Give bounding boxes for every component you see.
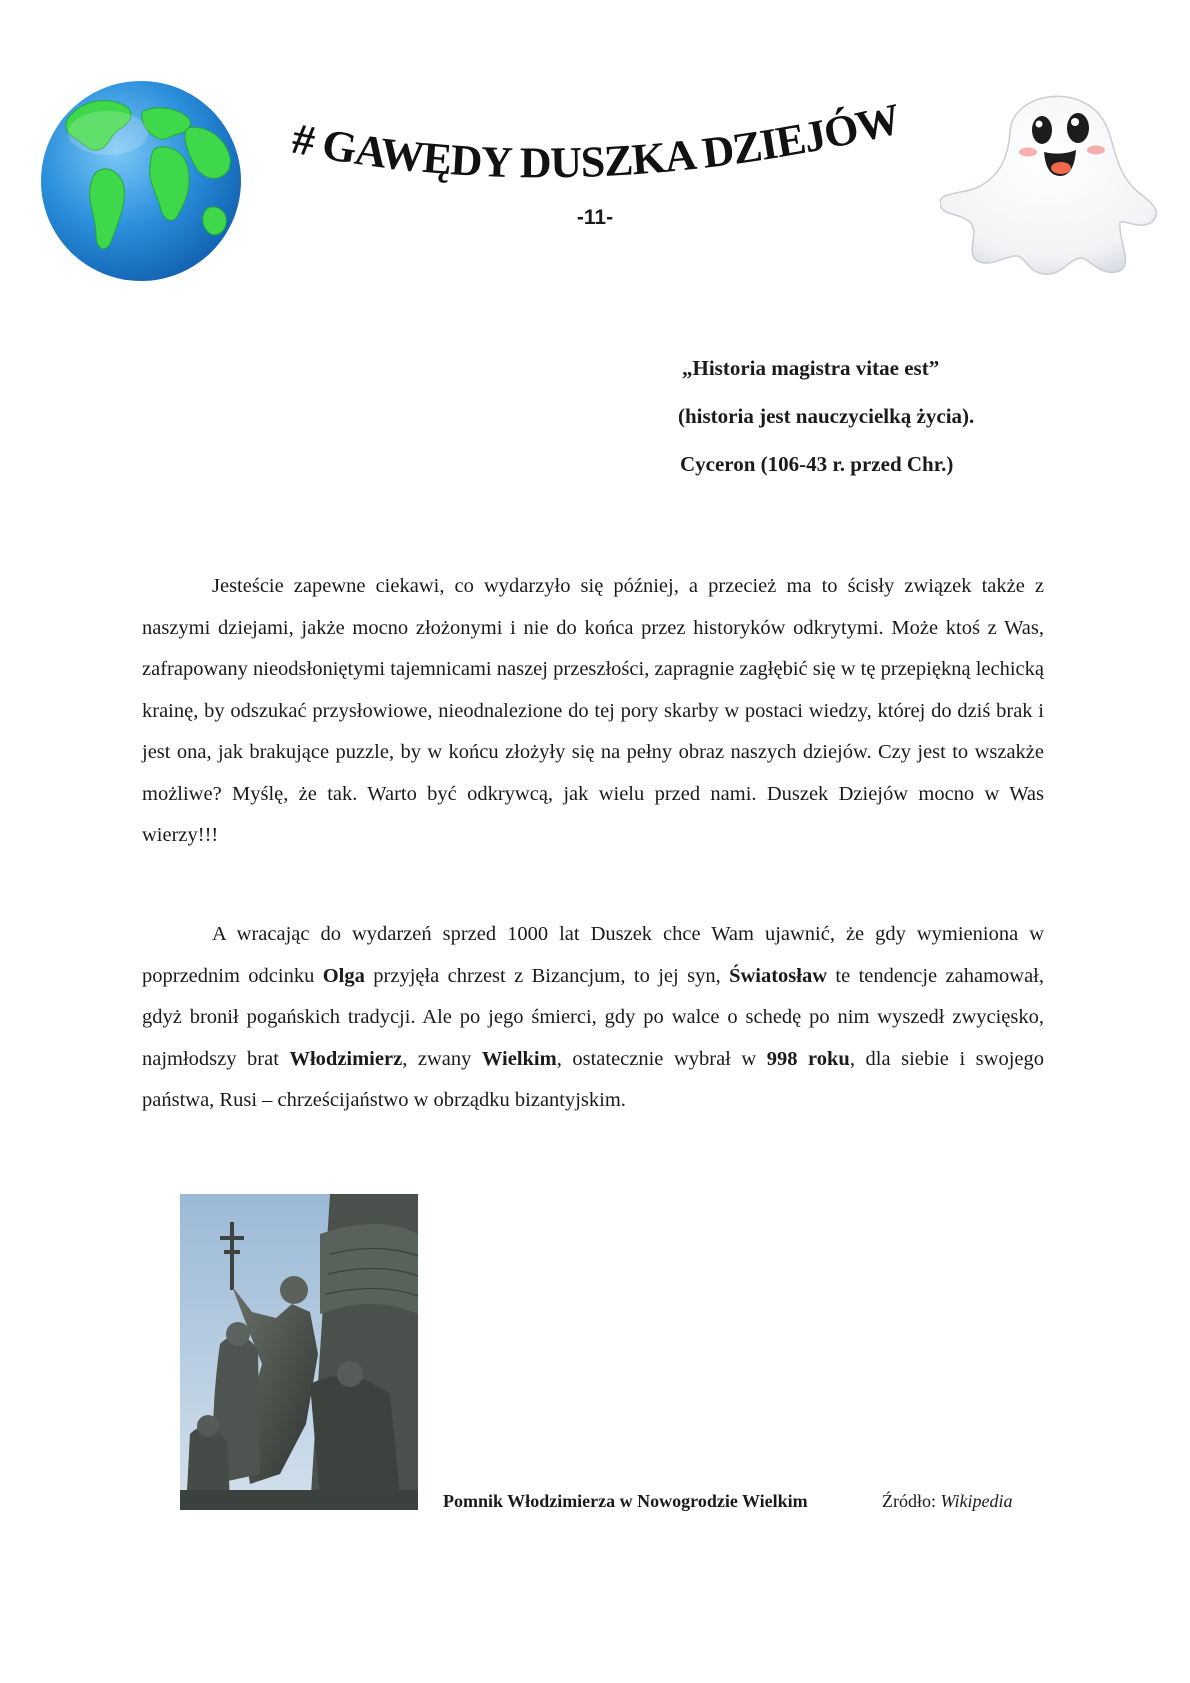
paragraph-2-text: przyjęła chrzest z Bizancjum, to jej syn,: [364, 964, 730, 987]
quote-line-2: (historia jest nauczycielką życia).: [678, 404, 975, 428]
globe-icon: [38, 78, 244, 284]
paragraph-2-text: , dla siebie i swojego państwa, Rusi – chrześcijaństwo w obrządku bizantyjskim.: [142, 1047, 1045, 1111]
name-wielki: Wielkim: [481, 1047, 557, 1070]
paragraph-1: Jesteście zapewne ciekawi, co wydarzyło się później, a przecież ma to ścisły związek także z naszymi dziejami, jakże mocno złożonymi i nie do końca przez historyków odkrytymi. Może ktoś z Was, zafrapowany nieodsłoniętymi tajemnicami naszej przeszłości, zapragnie zagłębić się w tę przepiękną lechicką krainę, by odszukać przysłowiowe, nieodnalezione do tej pory skarby w postaci wiedzy, której do dziś brak i jest ona, jak brakujące puzzle, by w końcu złożyły się na pełny obraz naszych dziejów. Czy jest to wszakże możliwe? Myślę, że tak. Warto być odkrywcą, jak wielu przed nami. Duszek Dziejów mocno w Was wierzy!!!: [142, 575, 1044, 846]
title-text: # GAWĘDY DUSZKA DZIEJÓW: [288, 94, 905, 188]
episode-number: -11-: [576, 206, 614, 229]
figure-source: [882, 1491, 1012, 1512]
paragraph-2-text: te tendencje zahamował, gdyż bronił pogańskich tradycji. Ale po jego śmierci, gdy po walce o schedę po nim wyszedł zwycięsko, najmłodszy brat: [142, 964, 1044, 1070]
paragraph-2-text: , ostatecznie wybrał w: [556, 1047, 767, 1070]
source-label: Źródło:: [882, 1491, 941, 1511]
name-olga: Olga: [322, 964, 365, 987]
paragraph-2-text: , zwany: [402, 1047, 482, 1070]
paragraph-2: [142, 914, 1044, 1122]
name-wlodzimierz: Włodzimierz: [289, 1047, 403, 1070]
quote-line-1: „Historia magistra vitae est”: [682, 356, 940, 380]
quote-line-3: Cyceron (106-43 r. przed Chr.): [680, 452, 954, 476]
year-998: 998 roku: [766, 1047, 850, 1070]
source-name: Wikipedia: [940, 1491, 1013, 1511]
monument-photo: [180, 1194, 418, 1510]
figure-caption: Pomnik Włodzimierza w Nowogrodzie Wielkim: [443, 1491, 808, 1511]
header-title: [280, 94, 920, 200]
svg-text:# GAWĘDY DUSZKA DZIEJÓW: [288, 94, 905, 188]
ghost-icon: [940, 72, 1170, 277]
name-swiatoslaw: Światosław: [729, 964, 828, 987]
paragraph-2-text: A wracając do wydarzeń sprzed 1000 lat Duszek chce Wam ujawnić, że gdy wymieniona w poprzednim odcinku: [142, 923, 1044, 987]
